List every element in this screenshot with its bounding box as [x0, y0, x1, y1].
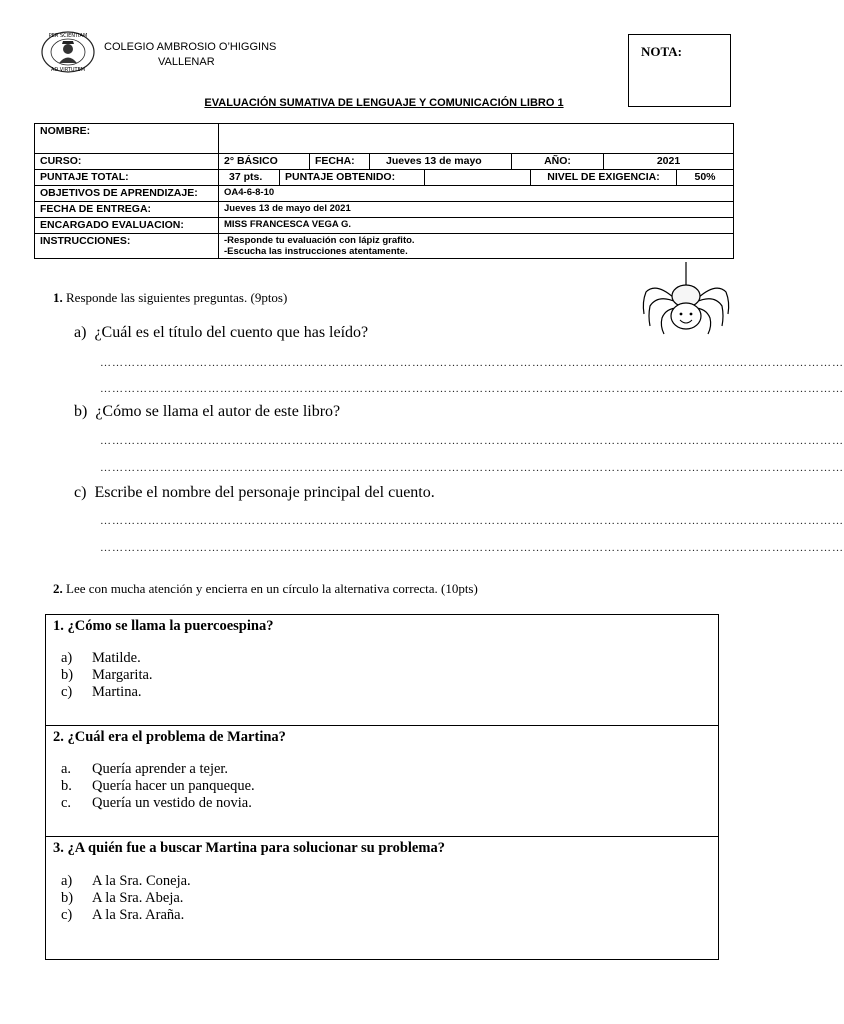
evaluation-title: EVALUACIÓN SUMATIVA DE LENGUAJE Y COMUNICACIÓN LIBRO 1: [204, 97, 564, 109]
nombre-field[interactable]: [219, 124, 733, 154]
mc-question-1: [46, 615, 718, 726]
puntaje-total-label: PUNTAJE TOTAL:: [35, 170, 219, 186]
answer-line-c2[interactable]: ……………………………………………………………………………………………………………………………………………………………………: [100, 542, 844, 554]
fecha-label: FECHA:: [310, 154, 370, 170]
spider-icon: [636, 262, 736, 347]
question-b: b) ¿Cómo se llama el autor de este libro?: [74, 403, 341, 420]
encargado-value: MISS FRANCESCA VEGA G.: [219, 218, 733, 234]
fecha-entrega-label: FECHA DE ENTREGA:: [35, 202, 219, 218]
mc-question-title: 2. ¿Cuál era el problema de Martina?: [53, 729, 286, 745]
mc-option[interactable]: b) A la Sra. Abeja.: [61, 890, 184, 906]
answer-line-a1[interactable]: ……………………………………………………………………………………………………………………………………………………………………: [100, 357, 844, 369]
mc-question-title: 3. ¿A quién fue a buscar Martina para solucionar su problema?: [53, 840, 445, 856]
mc-option[interactable]: b) Margarita.: [61, 667, 153, 683]
fecha-entrega-value: Jueves 13 de mayo del 2021: [219, 202, 733, 218]
school-name: COLEGIO AMBROSIO O’HIGGINS: [104, 41, 277, 53]
section1-instruction: 1. Responde las siguientes preguntas. (9ptos): [53, 290, 288, 305]
puntaje-total-value: 37 pts.: [219, 170, 280, 186]
mc-option[interactable]: c) Martina.: [61, 684, 142, 700]
answer-line-b1[interactable]: ……………………………………………………………………………………………………………………………………………………………………: [100, 435, 844, 447]
encargado-label: ENCARGADO EVALUACION:: [35, 218, 219, 234]
student-info-table: [34, 123, 734, 259]
puntaje-obtenido-label: PUNTAJE OBTENIDO:: [280, 170, 425, 186]
mc-question-2: [46, 726, 718, 837]
grade-label: NOTA:: [641, 44, 682, 59]
answer-line-a2[interactable]: ……………………………………………………………………………………………………………………………………………………………………: [100, 383, 844, 395]
anio-label: AÑO:: [512, 154, 604, 170]
mc-option[interactable]: a. Quería aprender a tejer.: [61, 761, 229, 777]
answer-line-b2[interactable]: ……………………………………………………………………………………………………………………………………………………………………: [100, 462, 844, 474]
mc-option[interactable]: a) A la Sra. Coneja.: [61, 873, 191, 889]
fecha-value: Jueves 13 de mayo: [370, 154, 512, 170]
anio-value: 2021: [604, 154, 733, 170]
instrucciones-label: INSTRUCCIONES:: [35, 234, 219, 258]
svg-text:PER SCIENTIAM: PER SCIENTIAM: [48, 33, 88, 39]
school-city: VALLENAR: [158, 56, 215, 68]
nivel-value: 50%: [677, 170, 733, 186]
mc-option[interactable]: a) Matilde.: [61, 650, 141, 666]
mc-option[interactable]: b. Quería hacer un panqueque.: [61, 778, 255, 794]
mc-question-title: 1. ¿Cómo se llama la puercoespina?: [53, 618, 274, 634]
instruccion-2: -Escucha las instrucciones atentamente.: [224, 246, 408, 257]
curso-value: 2° BÁSICO: [219, 154, 310, 170]
objetivos-value: OA4-6-8-10: [219, 186, 733, 202]
multiple-choice-box: [45, 614, 719, 960]
puntaje-obtenido-field[interactable]: [425, 170, 531, 186]
curso-label: CURSO:: [35, 154, 219, 170]
mc-option[interactable]: c. Quería un vestido de novia.: [61, 795, 252, 811]
objetivos-label: OBJETIVOS DE APRENDIZAJE:: [35, 186, 219, 202]
section2-instruction: 2. Lee con mucha atención y encierra en un círculo la alternativa correcta. (10pts): [53, 581, 478, 596]
question-a: a) ¿Cuál es el título del cuento que has leído?: [74, 324, 369, 341]
nivel-label: NIVEL DE EXIGENCIA:: [531, 170, 677, 186]
school-crest-icon: [40, 30, 96, 74]
nombre-label: NOMBRE:: [35, 124, 219, 154]
instrucciones-value: [219, 234, 733, 258]
answer-line-c1[interactable]: ……………………………………………………………………………………………………………………………………………………………………: [100, 515, 844, 527]
mc-question-3: [46, 837, 718, 958]
question-c: c) Escribe el nombre del personaje principal del cuento.: [74, 484, 435, 501]
mc-option[interactable]: c) A la Sra. Araña.: [61, 907, 185, 923]
svg-text:AD VIRTUTEM: AD VIRTUTEM: [50, 67, 86, 73]
instruccion-1: -Responde tu evaluación con lápiz grafito.: [224, 235, 415, 246]
